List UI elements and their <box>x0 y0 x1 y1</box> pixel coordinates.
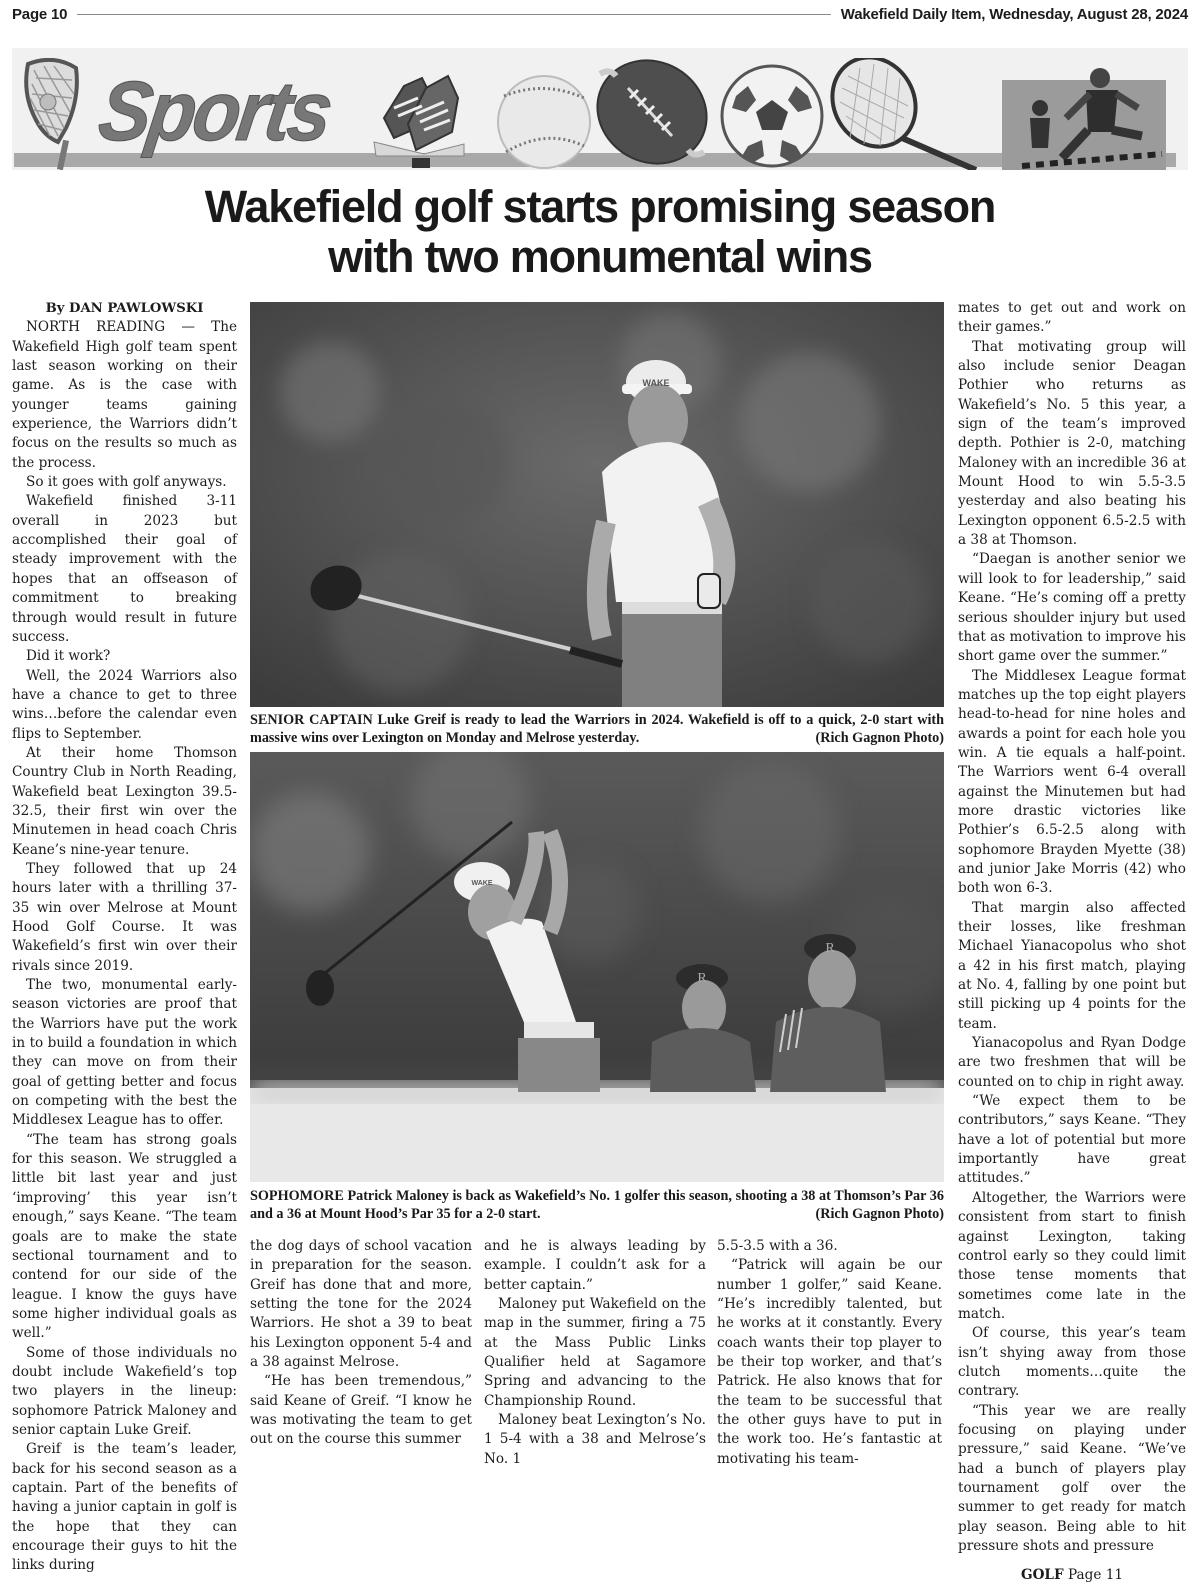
cap-logo-text: WAKE <box>471 880 493 887</box>
paragraph: “This year we are really focusing on playing under pressure,” said Keane. “We’ve had a bunch of players play tournament golf over the summer to get ready for match play season. Being able to hit pressure shots and pressure <box>958 1402 1186 1554</box>
tennis-racket-icon <box>820 58 990 170</box>
jump-section: GOLF <box>1020 1567 1064 1584</box>
byline: By DAN PAWLOWSKI <box>45 301 204 316</box>
paragraph: “We expect them to be contributors,” says Keane. “They have a lot of potential but more importantly have great attitudes.” <box>958 1093 1186 1187</box>
jump-page: Page 11 <box>1067 1567 1123 1584</box>
paragraph: Yianacopolus and Ryan Dodge are two freshmen that will be counted on to chip in right away. <box>958 1035 1186 1090</box>
page-number: Page 10 <box>12 5 68 23</box>
caption-text: Luke Greif is ready to lead the Warriors in 2024. Wakefield is off to a quick, 2-0 start with massive wins over Lexington on Monday and Melrose yesterday. <box>250 712 945 746</box>
photo-credit: (Rich Gagnon Photo) <box>815 730 944 746</box>
paragraph: NORTH READING — The Wakefield High golf team spent last season working on their game. As is the case with younger teams gaining experience, the Warriors didn’t focus on the results so much as the process. <box>12 319 237 471</box>
caption-text: Patrick Maloney is back as Wakefield’s No. 1 golfer this season, shooting a 38 at Thomson’s Par 36 and a 36 at Mount Hood’s Par 35 for a 2-0 start. <box>250 1188 944 1222</box>
football-icon <box>590 54 714 170</box>
golfer-holding-driver-image <box>250 302 944 707</box>
paragraph: Maloney put Wakefield on the map in the summer, firing a 75 at the Mass Public Links Qualifier held at Sagamore Spring and advancing to the Championship Round. <box>484 1296 706 1409</box>
paragraph: They followed that up 24 hours later with a thrilling 37-35 win over Melrose at Mount Hood Golf Course. It was Wakefield’s first win over their rivals since 2019. <box>12 860 237 974</box>
paragraph: The two, monumental early-season victories are proof that the Warriors have put the work in to build a foundation in which they can move on from their goal of getting better and focus on competing with the best the Middlesex League has to offer. <box>12 977 237 1129</box>
article-column-bottom-1 <box>250 1237 472 1450</box>
paragraph: “Patrick will again be our number 1 golfer,” said Keane. “He’s incredibly talented, but he works at it constantly. Every coach wants their top player to be their top worker, and that’s Patrick. He also knows that for the team to be successful that the other guys have to put in the work too. He’s fantastic at motivating his team- <box>717 1257 942 1467</box>
page-folio <box>12 3 1188 25</box>
paragraph: the dog days of school vacation in preparation for the season. Greif has done that and more, setting the tone for the 2024 Warriors. He shot a 39 to beat his Lexington opponent 5-4 and a 38 against Melrose. <box>250 1238 472 1371</box>
sports-banner <box>12 48 1188 170</box>
sports-section-title: Sports <box>93 63 336 159</box>
paragraph: Greif is the team’s leader, back for his second season as a captain. Part of the benefits of having a junior captain in golf is the hope that they can encourage their guys to hit the links during <box>12 1441 237 1574</box>
photo-senior-captain <box>250 302 944 707</box>
paragraph: Did it work? <box>26 648 111 665</box>
cap-logo-text: WAKE <box>642 378 670 388</box>
article-headline <box>0 182 1200 282</box>
paragraph: That motivating group will also include senior Deagan Pothier who returns as Wakefield’s No. 5 this year, a sign of the team’s improved depth. Pothier is 2-0, matching Maloney with an incredible 36 at Mount Hood to win 5.5-3.5 yesterday and also beating his Lexington opponent 6.5-2.5 with a 38 at Thomson. <box>958 338 1186 549</box>
paragraph: Altogether, the Warriors were consistent from start to finish against Lexington, taking control early so they could limit those tense moments that sometimes come late in the match. <box>958 1189 1186 1322</box>
paragraph: Wakefield finished 3-11 overall in 2023 but accomplished their goal of steady improvement with the hopes that an offseason of commitment to breaking through would result in future success. <box>12 493 237 645</box>
article-column-bottom-3 <box>717 1237 942 1469</box>
soccer-ball-icon <box>718 60 826 168</box>
paragraph: Maloney beat Lexington’s No. 1 5-4 with a 38 and Melrose’s No. 1 <box>484 1412 706 1467</box>
photo-caption-2 <box>250 1187 944 1223</box>
paragraph: Well, the 2024 Warriors also have a chance to get to three wins…before the calendar even flips to September. <box>12 667 237 742</box>
paragraph: The Middlesex League format matches up the top eight players head-to-head for nine holes and awards a point for each hole you win. A tie equals a half-point. The Warriors went 6-4 overall against the Minutemen but had more drastic victories like Pothier’s 6.5-2.5 along with sophomore Brayden Myette (38) and junior Jake Morris (42) who both won 6-3. <box>958 667 1186 897</box>
golfer-mid-swing-image <box>250 752 944 1182</box>
caption-lead: SENIOR CAPTAIN <box>250 712 373 728</box>
paragraph: That margin also affected their losses, like freshman Michael Yianacopolus who shot a 42 in his first match, playing at No. 4, falling by one point but still picking up 4 points for the team. <box>958 899 1186 1032</box>
paragraph: Some of those individuals no doubt include Wakefield’s top two players in the lineup: sophomore Patrick Maloney and senior captain Luke Greif. <box>12 1344 237 1438</box>
lacrosse-stick-icon <box>14 58 94 170</box>
photo-credit: (Rich Gagnon Photo) <box>815 1206 944 1222</box>
paper-date-line: Wakefield Daily Item, Wednesday, August 28, 2024 <box>840 5 1188 23</box>
paragraph: and he is always leading by example. I couldn’t ask for a better captain.” <box>484 1238 706 1293</box>
baseball-icon <box>496 72 592 170</box>
photo-caption-1 <box>250 711 944 747</box>
folio-rule <box>77 14 830 15</box>
paragraph: 5.5-3.5 with a 36. <box>717 1238 838 1254</box>
paragraph: “He has been tremendous,” said Keane of Greif. “I know he was motivating the team to get out on the course this summer <box>250 1373 472 1448</box>
photo-sophomore <box>250 752 944 1182</box>
paragraph: “The team has strong goals for this season. We struggled a little bit last year and just ‘improving’ this year isn’t enough,” says Keane. “The team goals are to make the state sectional tournament and to contend for our side of the league. I know the guys have some higher individual goals as well.” <box>12 1131 237 1342</box>
svg-text:R: R <box>697 971 707 986</box>
article-column-bottom-2 <box>484 1237 706 1469</box>
paragraph: So it goes with golf anyways. <box>26 474 227 491</box>
continued-jump-line[interactable] <box>958 1566 1186 1585</box>
paragraph: Of course, this year’s team isn’t shying away from those clutch moments…quite the contrary. <box>958 1325 1186 1400</box>
article-column-right <box>958 299 1186 1586</box>
ice-skates-icon <box>364 58 472 170</box>
headline-line-2: with two monumental wins <box>328 231 872 282</box>
article-column-left <box>12 299 237 1576</box>
paragraph: At their home Thomson Country Club in North Reading, Wakefield beat Lexington 39.5-32.5, their first win over the Minutemen in head coach Chris Keane’s nine-year tenure. <box>12 744 237 858</box>
hurdlers-icon <box>1002 62 1166 170</box>
paragraph: mates to get out and work on their games.” <box>958 300 1186 336</box>
paragraph: “Daegan is another senior we will look to for leadership,” said Keane. “He’s coming off a pretty serious shoulder injury but used that as motivation to improve his short game over the summer.” <box>958 551 1186 665</box>
caption-lead: SOPHOMORE <box>250 1188 344 1204</box>
svg-text:R: R <box>825 941 835 956</box>
headline-line-1: Wakefield golf starts promising season <box>204 181 996 232</box>
